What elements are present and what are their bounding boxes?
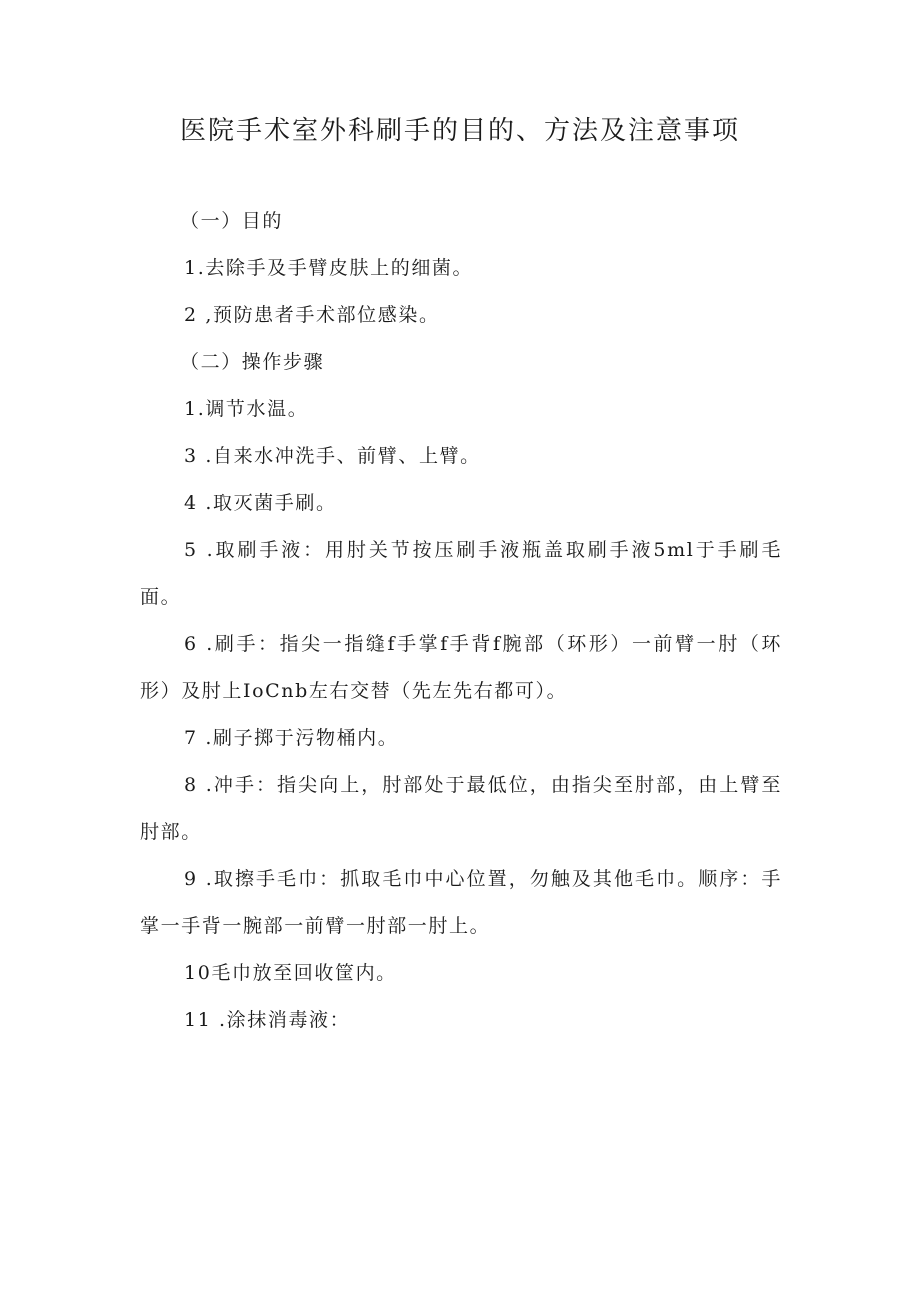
- paragraph: 1.去除手及手臂皮肤上的细菌。: [184, 257, 474, 279]
- section-heading-purpose: （一）目的: [180, 210, 284, 232]
- paragraph: 6 .刷手：指尖一指缝f手掌f手背f腕部（环形）一前臂一肘（环形）及肘上IoCnb左右交替（先左先右都可）。: [140, 633, 782, 702]
- paragraph: 7 .刷子掷于污物桶内。: [184, 727, 399, 749]
- document-body: [140, 198, 782, 1044]
- document-title: 医院手术室外科刷手的目的、方法及注意事项: [179, 116, 740, 146]
- paragraph: 10毛巾放至回收筐内。: [184, 962, 397, 984]
- paragraph: 11 .涂抹消毒液：: [184, 1009, 351, 1031]
- paragraph: 2 ,预防患者手术部位感染。: [184, 304, 440, 326]
- paragraph: 9 .取擦手毛巾：抓取毛巾中心位置，勿触及其他毛巾。顺序：手掌一手背一腕部一前臂一肘部一肘上。: [140, 868, 782, 937]
- section-heading-steps: （二）操作步骤: [180, 351, 325, 373]
- paragraph: 3 .自来水冲洗手、前臂、上臂。: [184, 445, 481, 467]
- paragraph: 8 .冲手：指尖向上，肘部处于最低位，由指尖至肘部，由上臂至肘部。: [140, 774, 782, 843]
- paragraph: 1.调节水温。: [184, 398, 309, 420]
- paragraph: 5 .取刷手液：用肘关节按压刷手液瓶盖取刷手液5ml于手刷毛面。: [140, 539, 782, 608]
- paragraph: 4 .取灭菌手刷。: [184, 492, 337, 514]
